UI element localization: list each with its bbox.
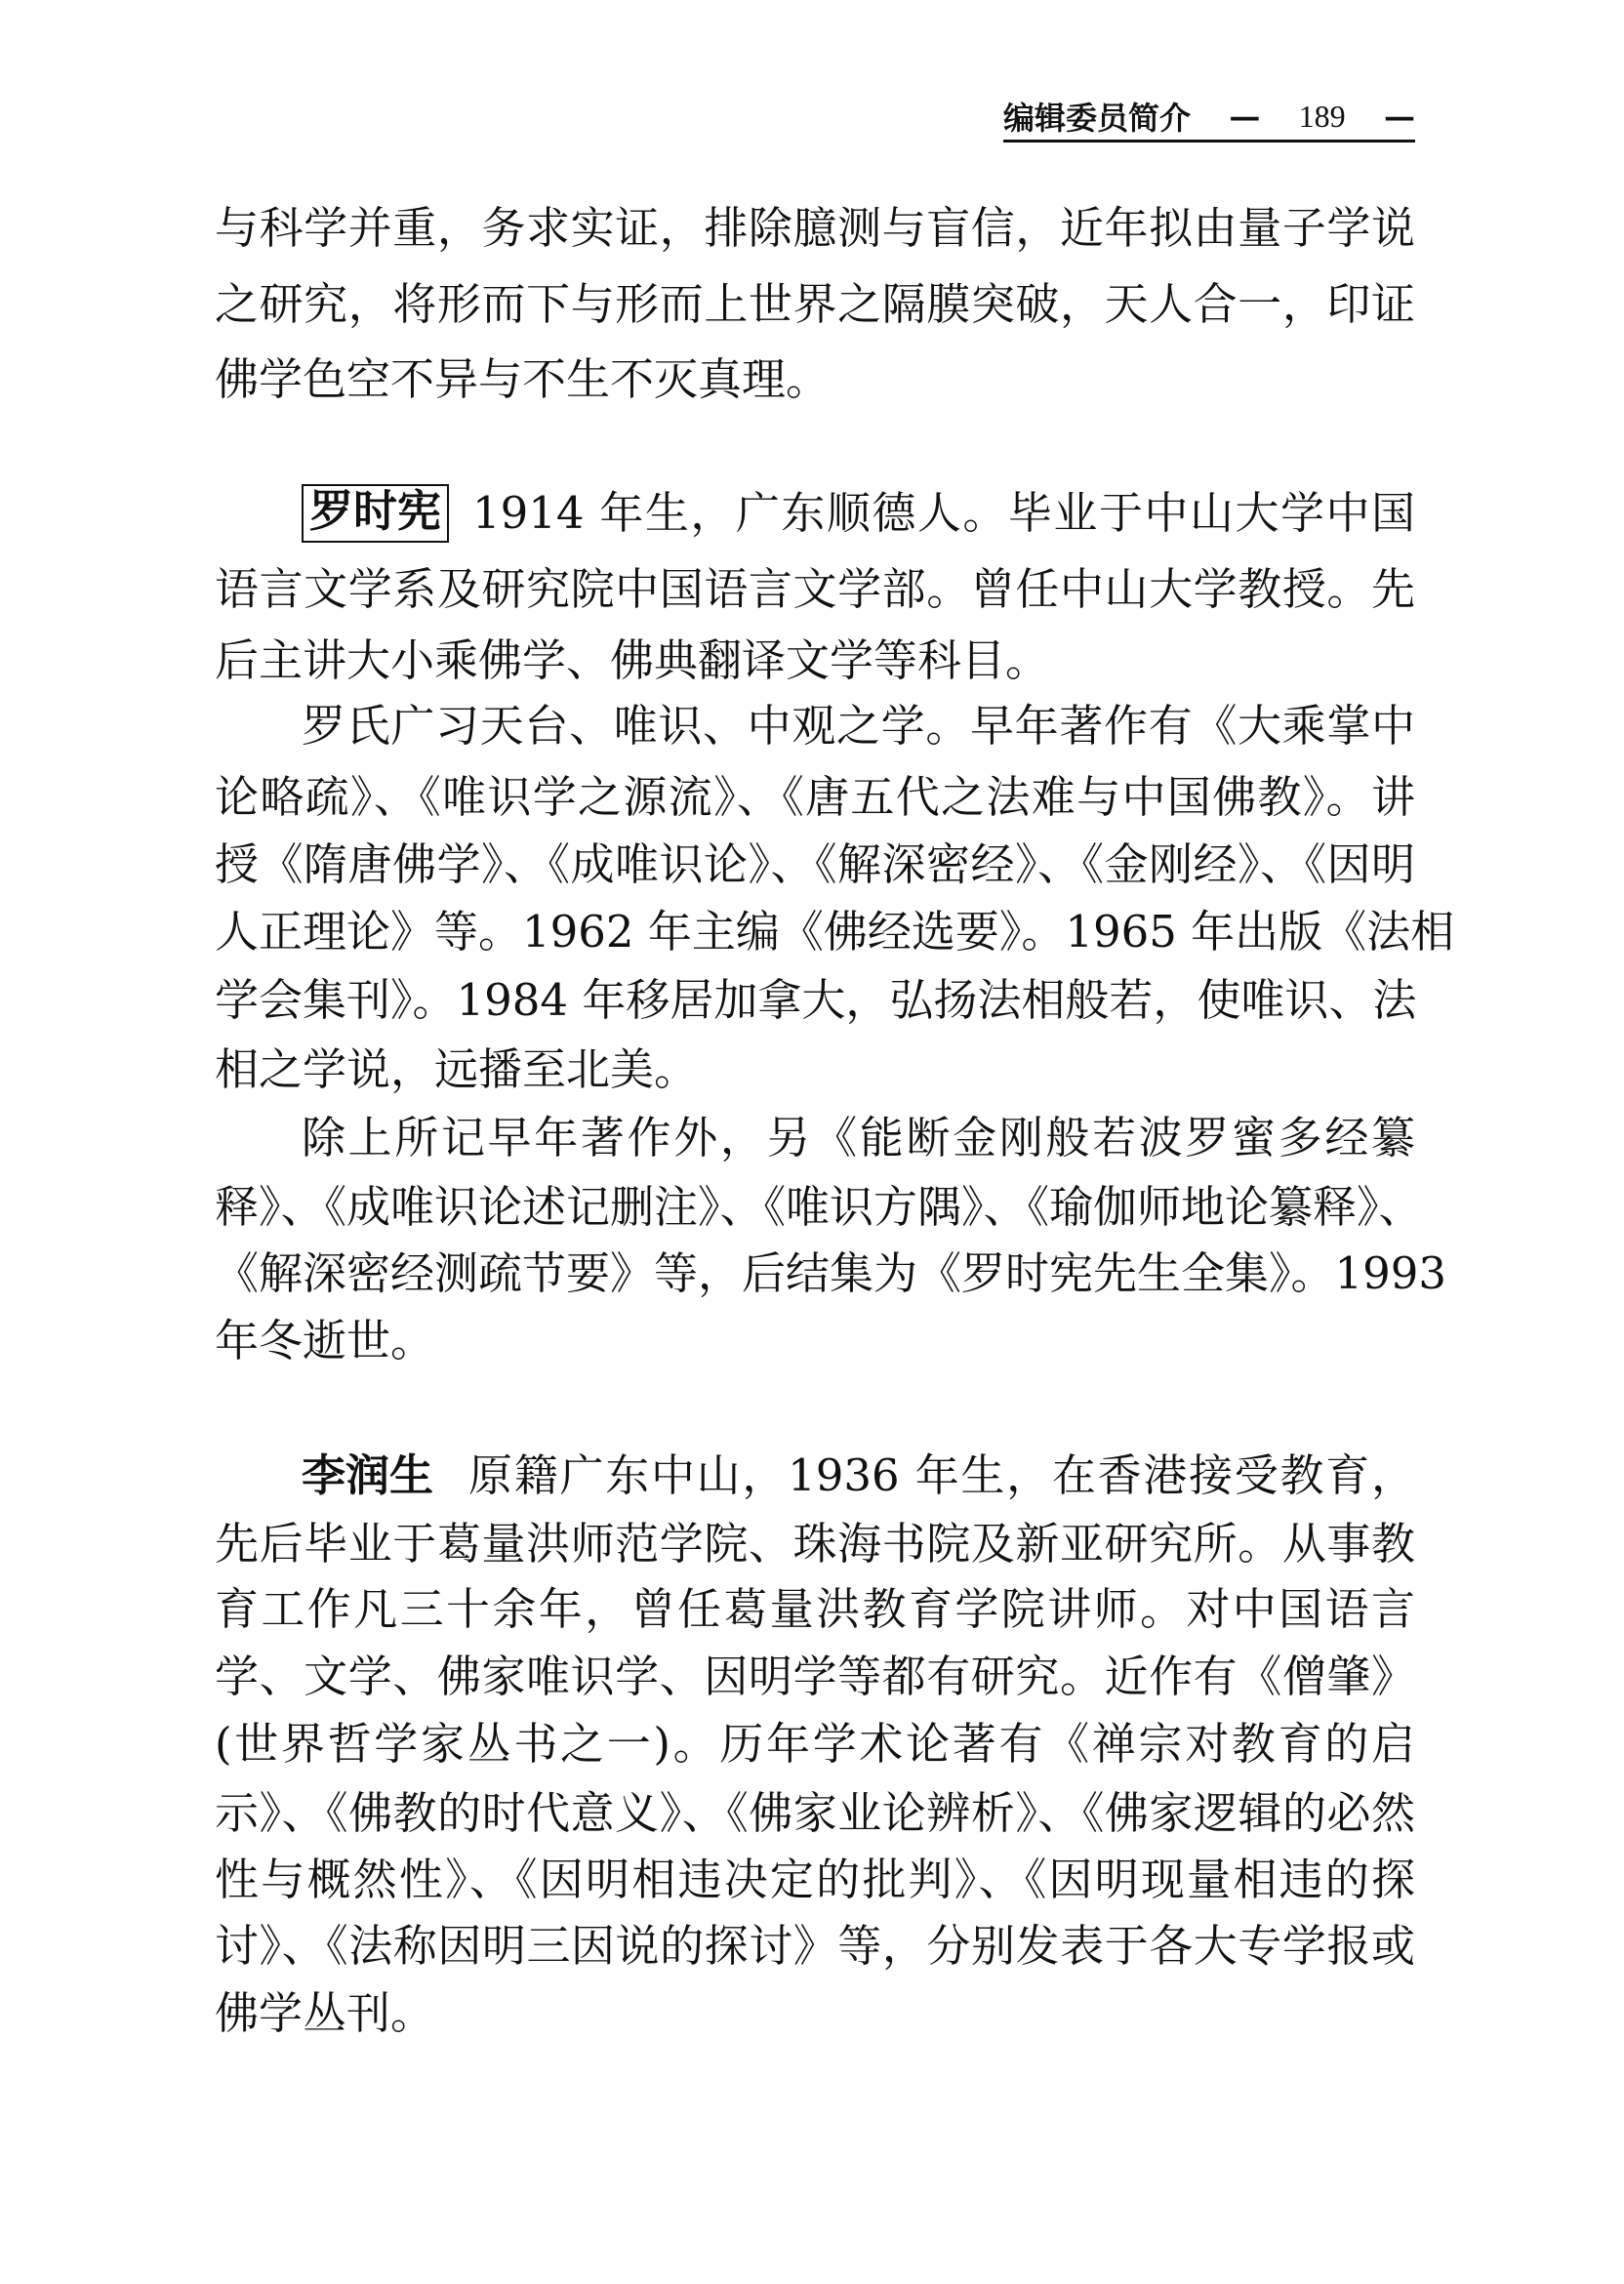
text-line: 讨》、《法称因明三因说的探讨》等，分别发表于各大专学报或 bbox=[215, 1920, 1415, 1972]
text-line: 1914 年生，广东顺德人。毕业于中山大学中国 bbox=[472, 487, 1415, 539]
section-title: 编辑委员简介 bbox=[1003, 100, 1192, 137]
text-line: 与科学并重，务求实证，排除臆测与盲信，近年拟由量子学说 bbox=[215, 202, 1415, 254]
header-rule bbox=[1003, 140, 1415, 143]
page-prefix: — bbox=[1229, 98, 1261, 135]
entry-name-boxed: 罗时宪 bbox=[302, 484, 449, 543]
text-line: 相之学说，远播至北美。 bbox=[215, 1043, 699, 1095]
text-line: 释》、《成唯识论述记删注》、《唯识方隅》、《瑜伽师地论纂释》、 bbox=[215, 1181, 1423, 1233]
entry-luo-first-line bbox=[302, 484, 1415, 543]
text-line: 人正理论》等。1962 年主编《佛经选要》。1965 年出版《法相 bbox=[215, 906, 1455, 958]
text-line: 论略疏》、《唯识学之源流》、《唐五代之法难与中国佛教》。讲 bbox=[215, 771, 1415, 823]
text-line: 佛学丛刊。 bbox=[215, 1987, 435, 2039]
text-line: 罗氏广习天台、唯识、中观之学。早年著作有《大乘掌中 bbox=[302, 700, 1415, 752]
entry-name-bold: 李润生 bbox=[302, 1449, 434, 1501]
running-header bbox=[1003, 94, 1415, 139]
text-line: 佛学色空不异与不生不灭真理。 bbox=[215, 353, 831, 405]
text-line: 后主讲大小乘佛学、佛典翻译文学等科目。 bbox=[215, 634, 1050, 686]
text-line: 示》、《佛教的时代意义》、《佛家业论辨析》、《佛家逻辑的必然 bbox=[215, 1787, 1415, 1839]
text-line: 年冬逝世。 bbox=[215, 1315, 435, 1366]
text-line: 先后毕业于葛量洪师范学院、珠海书院及新亚研究所。从事教 bbox=[215, 1518, 1415, 1570]
text-line: 原籍广东中山，1936 年生，在香港接受教育， bbox=[468, 1449, 1415, 1501]
text-line: 学、文学、佛家唯识学、因明学等都有研究。近作有《僧肇》 bbox=[215, 1651, 1415, 1702]
text-line: (世界哲学家丛书之一)。历年学术论著有《禅宗对教育的启 bbox=[215, 1718, 1415, 1770]
entry-li-first-line bbox=[302, 1447, 1415, 1505]
text-line: 学会集刊》。1984 年移居加拿大，弘扬法相般若，使唯识、法 bbox=[215, 974, 1417, 1026]
page-suffix: — bbox=[1384, 98, 1415, 135]
text-line: 育工作凡三十余年，曾任葛量洪教育学院讲师。对中国语言 bbox=[215, 1583, 1415, 1635]
text-line: 《解深密经测疏节要》等，后结集为《罗时宪先生全集》。1993 bbox=[215, 1247, 1447, 1299]
text-line: 除上所记早年著作外，另《能断金刚般若波罗蜜多经纂 bbox=[302, 1112, 1415, 1163]
text-line: 语言文学系及研究院中国语言文学部。曾任中山大学教授。先 bbox=[215, 563, 1415, 615]
text-line: 之研究，将形而下与形而上世界之隔膜突破，天人合一，印证 bbox=[215, 278, 1415, 330]
text-line: 授《隋唐佛学》、《成唯识论》、《解深密经》、《金刚经》、《因明 bbox=[215, 838, 1415, 890]
page-number: 189 bbox=[1298, 98, 1346, 134]
text-line: 性与概然性》、《因明相违决定的批判》、《因明现量相违的探 bbox=[215, 1854, 1415, 1905]
